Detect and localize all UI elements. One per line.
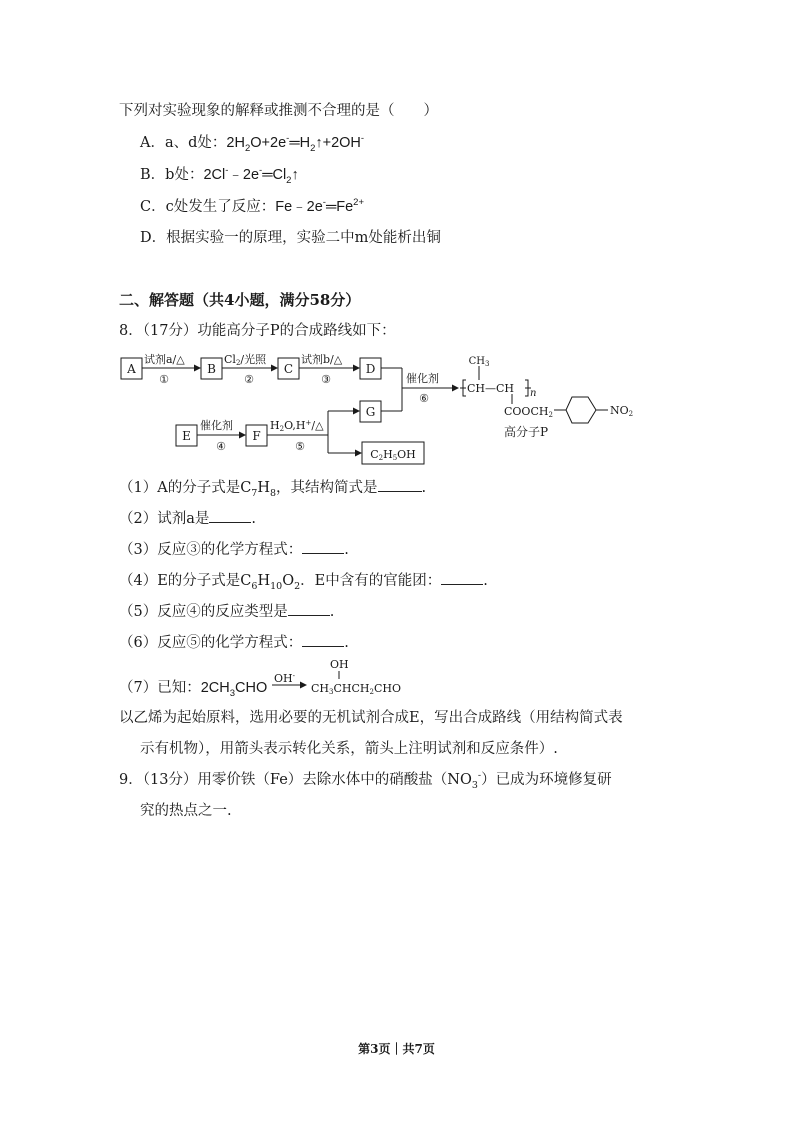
question-intro: 下列对实验现象的解释或推测不合理的是（ ） bbox=[119, 103, 438, 119]
answer-blank-2[interactable] bbox=[209, 510, 251, 523]
step-3: ③ bbox=[321, 373, 331, 386]
q9-line2: 究的热点之一. bbox=[140, 803, 232, 819]
q8-sub4-end: . bbox=[483, 573, 488, 589]
box-d-label: D bbox=[365, 362, 376, 376]
option-c-prefix: c处发生了反应： bbox=[165, 199, 276, 215]
q8-sub2-end: . bbox=[251, 511, 256, 527]
q8-sub2-text: （2）试剂a是 bbox=[119, 511, 210, 527]
option-a-label: A． bbox=[140, 135, 165, 151]
box-g-label: G bbox=[365, 405, 376, 419]
answer-blank-3[interactable] bbox=[302, 541, 344, 554]
q8-task-line2: 示有机物），用箭头表示转化关系，箭头上注明试剂和反应条件）. bbox=[140, 741, 558, 757]
q8-sub1-post: ，其结构简式是 bbox=[276, 480, 378, 496]
step-6: ⑥ bbox=[419, 392, 429, 405]
aldol-reaction bbox=[270, 652, 410, 700]
option-c-label: C． bbox=[140, 199, 166, 215]
box-a-label: A bbox=[127, 362, 136, 376]
reagent-1: 试剂a/△ bbox=[144, 353, 185, 366]
step-1: ① bbox=[159, 373, 169, 386]
q9-line1-post: ）已成为环境修复研 bbox=[481, 772, 612, 788]
page-footer: 第3页｜共7页 bbox=[358, 1042, 435, 1056]
q9-line1-pre: 9．（13分）用零价铁（Fe）去除水体中的硝酸盐（NO bbox=[119, 772, 472, 788]
q9-line1: 9．（13分）用零价铁（Fe）去除水体中的硝酸盐$(NO_3^-)$已成为环境修复研 bbox=[119, 770, 612, 791]
q8-sub4-mid2: O bbox=[282, 573, 295, 589]
q8-sub1-pre: （1）A的分子式是C bbox=[119, 480, 252, 496]
option-b-prefix: b处： bbox=[165, 167, 204, 183]
benzene-ring bbox=[566, 397, 596, 423]
option-a-prefix: a、d处： bbox=[164, 135, 227, 151]
q8-sub4-pre: （4）E的分子式是C bbox=[119, 573, 252, 589]
q8-sub7 bbox=[119, 678, 267, 698]
q8-sub1-n1: 7 bbox=[251, 487, 258, 499]
aldol-condition: OH- bbox=[274, 672, 295, 685]
step-4: ④ bbox=[216, 440, 226, 453]
synthesis-scheme bbox=[110, 348, 670, 473]
q8-sub4-n3: 2 bbox=[294, 580, 301, 592]
q8-sub3 bbox=[119, 540, 349, 560]
q8-sub4-mid1: H bbox=[257, 573, 271, 589]
polymer-n: n bbox=[530, 388, 537, 399]
option-b-label: B． bbox=[140, 167, 166, 183]
box-c-label: C bbox=[283, 362, 294, 376]
option-d bbox=[140, 228, 441, 248]
polymer-methyl: $CH_3$ bbox=[468, 356, 490, 368]
polymer-chain: CH—CH bbox=[467, 382, 515, 395]
reagent-5: H2O,H+/△ bbox=[270, 419, 324, 433]
option-d-text: 根据实验一的原理，实验二中m处能析出铜 bbox=[166, 230, 441, 246]
q8-sub1-n2: 8 bbox=[270, 487, 277, 499]
option-b bbox=[140, 165, 299, 185]
polymer-ester: COOCH2 bbox=[504, 405, 553, 419]
aldol-product: CH3CHCH2CHO bbox=[311, 682, 402, 696]
q8-sub4-n2: 10 bbox=[270, 580, 283, 592]
box-f-label: F bbox=[252, 429, 261, 443]
option-c bbox=[140, 197, 364, 217]
q8-sub7-text: （7）已知： bbox=[119, 680, 201, 696]
q8-sub1-end: . bbox=[421, 480, 427, 496]
answer-blank-1[interactable] bbox=[378, 479, 422, 492]
q8-sub6-end: . bbox=[344, 635, 349, 651]
q8-sub2 bbox=[119, 509, 256, 529]
q8-sub3-text: （3）反应③的化学方程式： bbox=[119, 542, 303, 558]
box-e-label: E bbox=[182, 429, 191, 443]
box-b-label: B bbox=[207, 362, 216, 376]
answer-blank-4[interactable] bbox=[441, 572, 483, 585]
option-a-formula: $2H_2O+2e^-═H_2↑+2OH^-$ bbox=[226, 133, 365, 154]
q8-sub5-text: （5）反应④的反应类型是 bbox=[119, 604, 288, 620]
option-a bbox=[140, 133, 364, 153]
q8-stem: 8．（17分）功能高分子P的合成路线如下： bbox=[119, 323, 396, 339]
q8-sub5 bbox=[119, 602, 334, 622]
reagent-2: Cl2/光照 bbox=[224, 353, 267, 367]
q8-sub6 bbox=[119, 633, 349, 653]
option-d-label: D． bbox=[140, 230, 167, 246]
reagent-6: 催化剂 bbox=[406, 372, 439, 385]
answer-blank-5[interactable] bbox=[288, 603, 330, 616]
q8-sub4-post: ．E中含有的官能团： bbox=[300, 573, 442, 589]
box-ethanol-label: C2H5OH bbox=[370, 448, 416, 462]
step-2: ② bbox=[244, 373, 254, 386]
aldol-oh: OH bbox=[330, 658, 349, 671]
section-heading: 二、解答题（共4小题，满分58分） bbox=[119, 291, 361, 309]
q8-sub3-end: . bbox=[344, 542, 349, 558]
q8-sub1 bbox=[119, 478, 426, 498]
aldol-reactant: $2CH_3CHO$ bbox=[200, 680, 268, 699]
step-5: ⑤ bbox=[295, 440, 305, 453]
q8-task-line1: 以乙烯为起始原料，选用必要的无机试剂合成E，写出合成路线（用结构简式表 bbox=[119, 710, 623, 726]
q8-sub1-mid: H bbox=[257, 480, 270, 496]
q8-sub5-end: . bbox=[329, 604, 335, 620]
option-c-formula: $Fe﹣2e^-═Fe^{2+}$ bbox=[275, 197, 365, 215]
reagent-3: 试剂b/△ bbox=[301, 353, 343, 366]
q8-sub4-n1: 6 bbox=[251, 580, 258, 592]
polymer-no2: NO2 bbox=[610, 404, 634, 418]
q8-sub4 bbox=[119, 571, 488, 591]
option-b-formula: $2Cl^-﹣2e^-═Cl_2↑$ bbox=[203, 165, 299, 186]
answer-blank-6[interactable] bbox=[302, 634, 344, 647]
reagent-4: 催化剂 bbox=[200, 419, 233, 432]
q8-sub6-text: （6）反应⑤的化学方程式： bbox=[119, 635, 303, 651]
polymer-label: 高分子P bbox=[504, 425, 549, 439]
